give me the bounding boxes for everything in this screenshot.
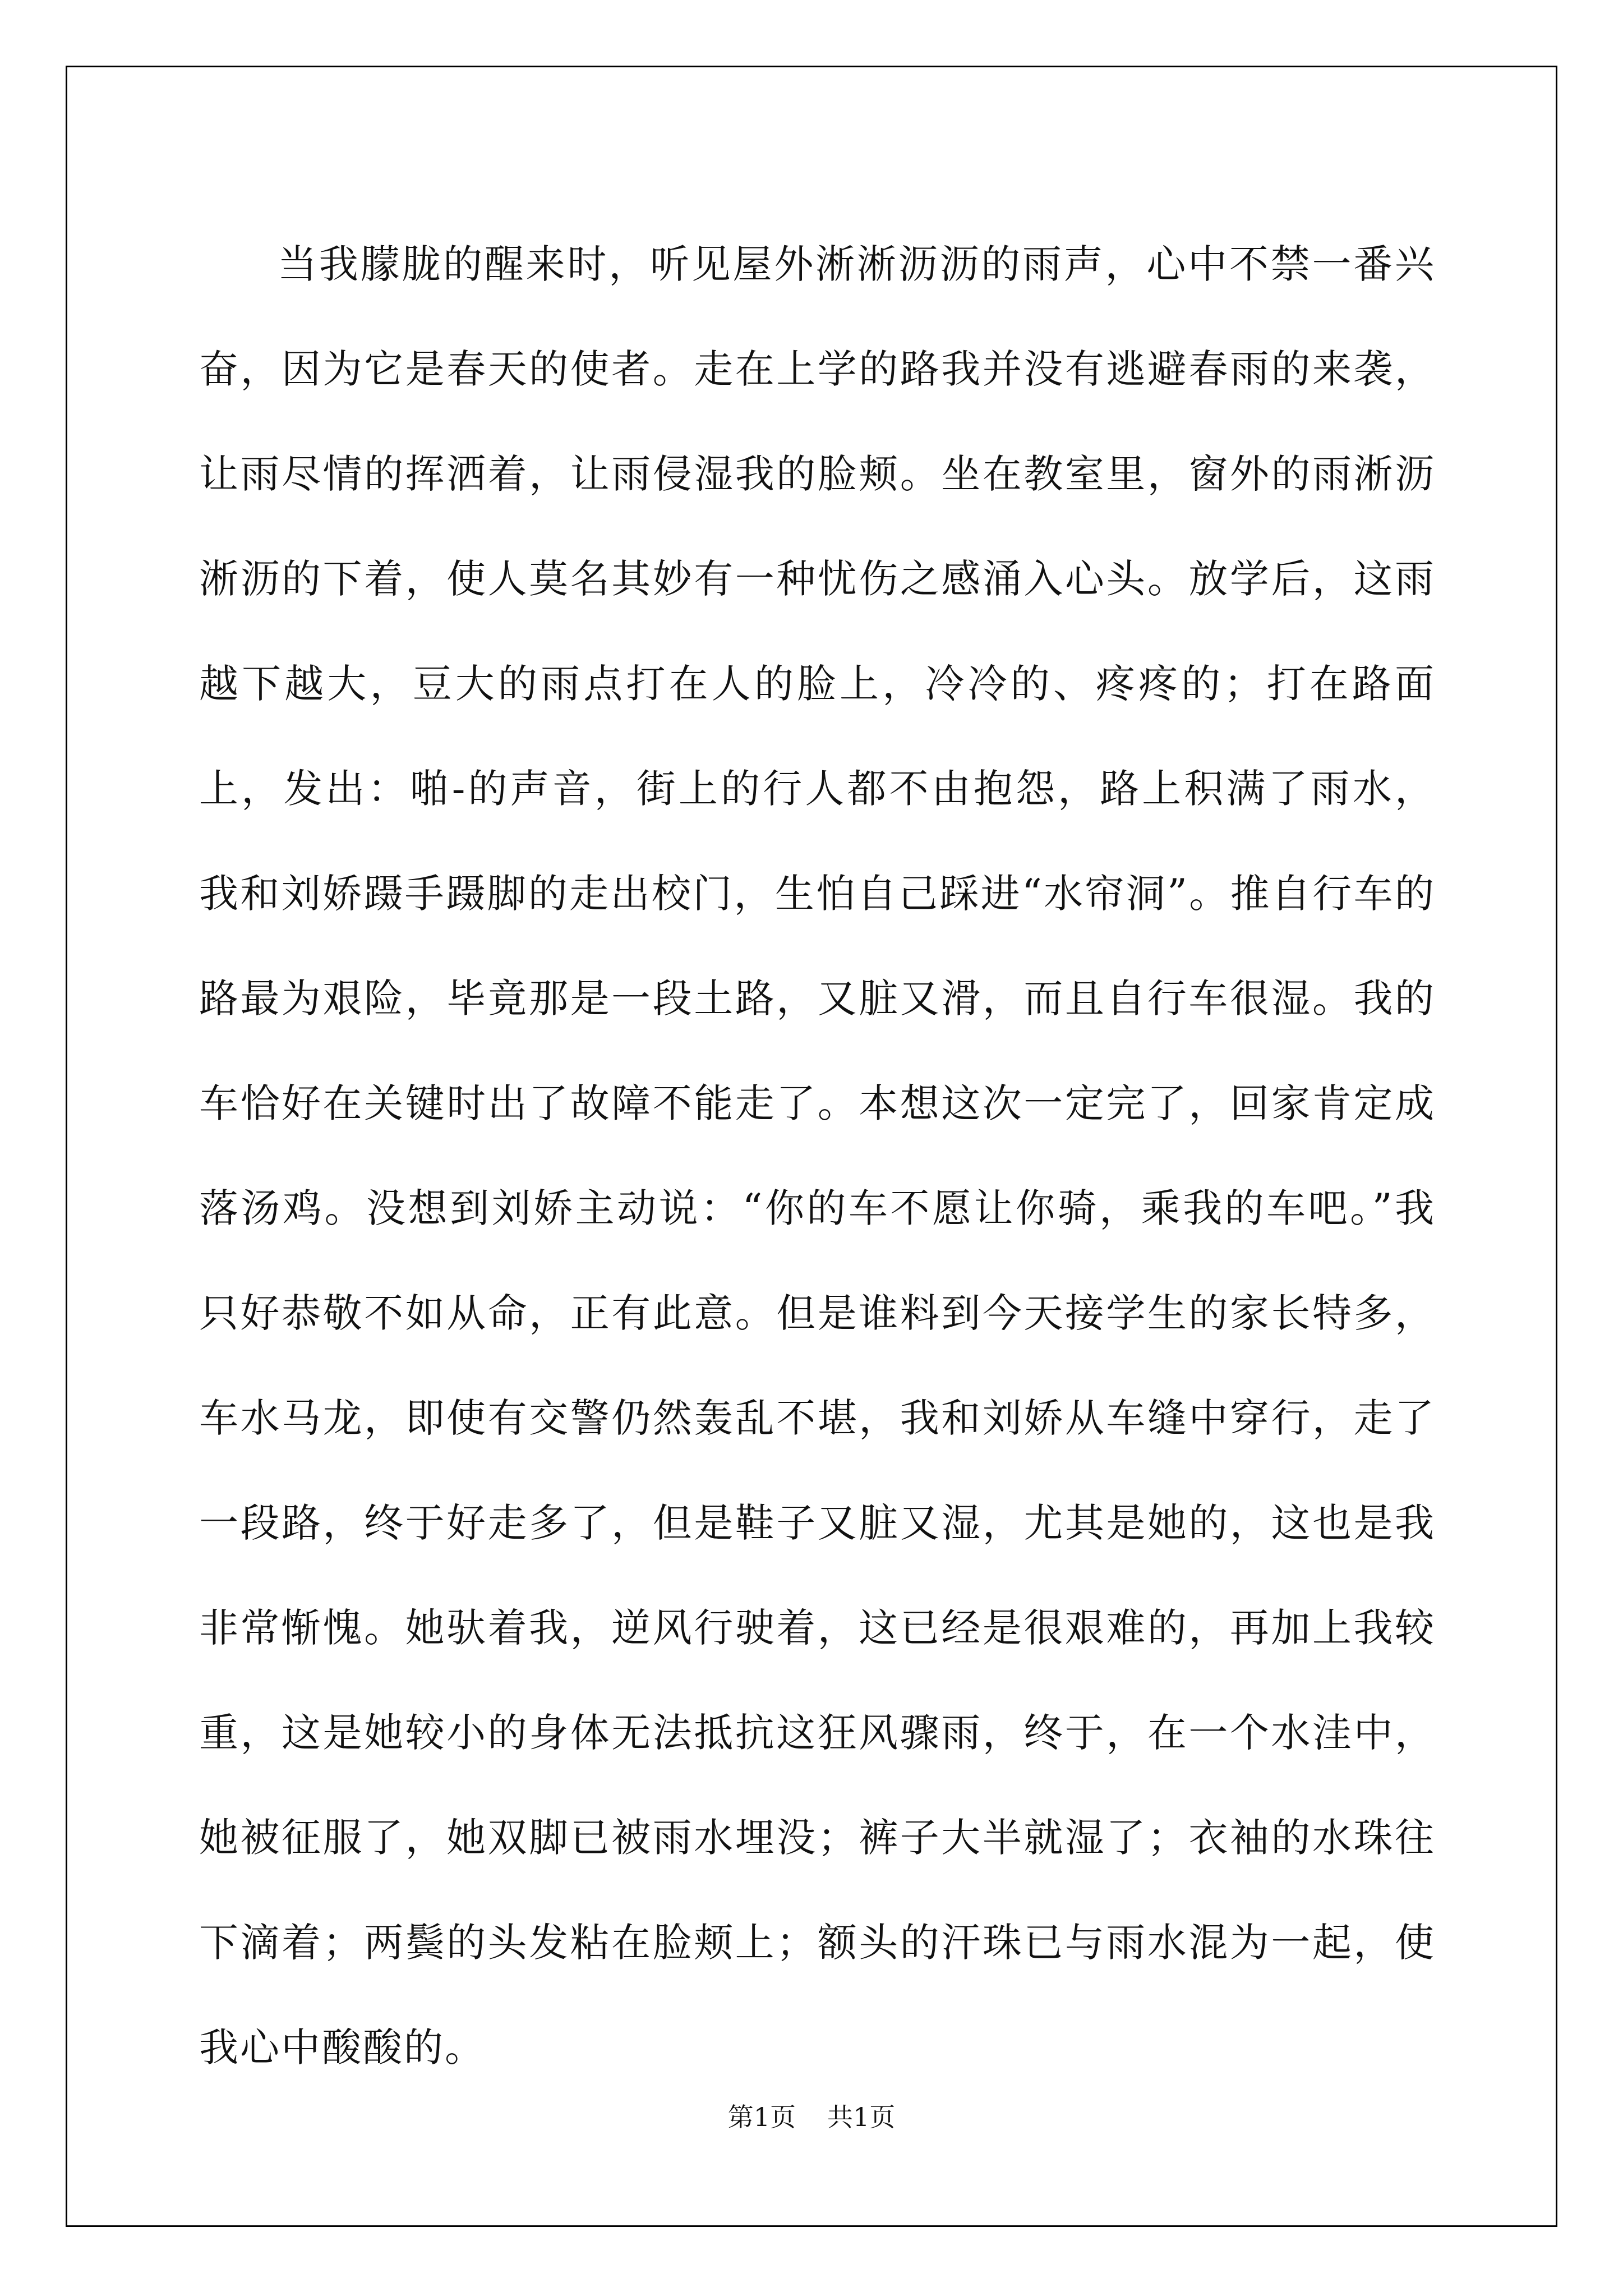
page-number-total: 共1页 [827, 2102, 896, 2132]
page-number-current: 第1页 [727, 2102, 796, 2132]
body-paragraph: 当我朦胧的醒来时，听见屋外淅淅沥沥的雨声，心中不禁一番兴奋，因为它是春天的使者。走在上学的路我并没有逃避春雨的来袭，让雨尽情的挥洒着，让雨侵湿我的脸颊。坐在教室里，窗外的雨淅沥淅沥的下着，使人莫名其妙有一种忧伤之感涌入心头。放学后，这雨越下越大，豆大的雨点打在人的脸上，冷冷的、疼疼的；打在路面上，发出：啪-的声音，街上的行人都不由抱怨，路上积满了雨水，我和刘娇蹑手蹑脚的走出校门，生怕自己踩进“水帘洞”。推自行车的路最为艰险，毕竟那是一段土路，又脏又滑，而且自行车很湿。我的车恰好在关键时出了故障不能走了。本想这次一定完了，回家肯定成落汤鸡。没想到刘娇主动说：“你的车不愿让你骑，乘我的车吧。”我只好恭敬不如从命，正有此意。但是谁料到今天接学生的家长特多，车水马龙，即使有交警仍然轰乱不堪，我和刘娇从车缝中穿行，走了一段路，终于好走多了，但是鞋子又脏又湿，尤其是她的，这也是我非常惭愧。她驮着我，逆风行驶着，这已经是很艰难的，再加上我较重，这是她较小的身体无法抵抗这狂风骤雨，终于，在一个水洼中，她被征服了，她双脚已被雨水埋没；裤子大半就湿了；衣袖的水珠往下滴着；两鬓的头发粘在脸颊上；额头的汗珠已与雨水混为一起，使我心中酸酸的。 [199, 241, 1436, 2070]
page-footer [0, 2097, 1623, 2134]
